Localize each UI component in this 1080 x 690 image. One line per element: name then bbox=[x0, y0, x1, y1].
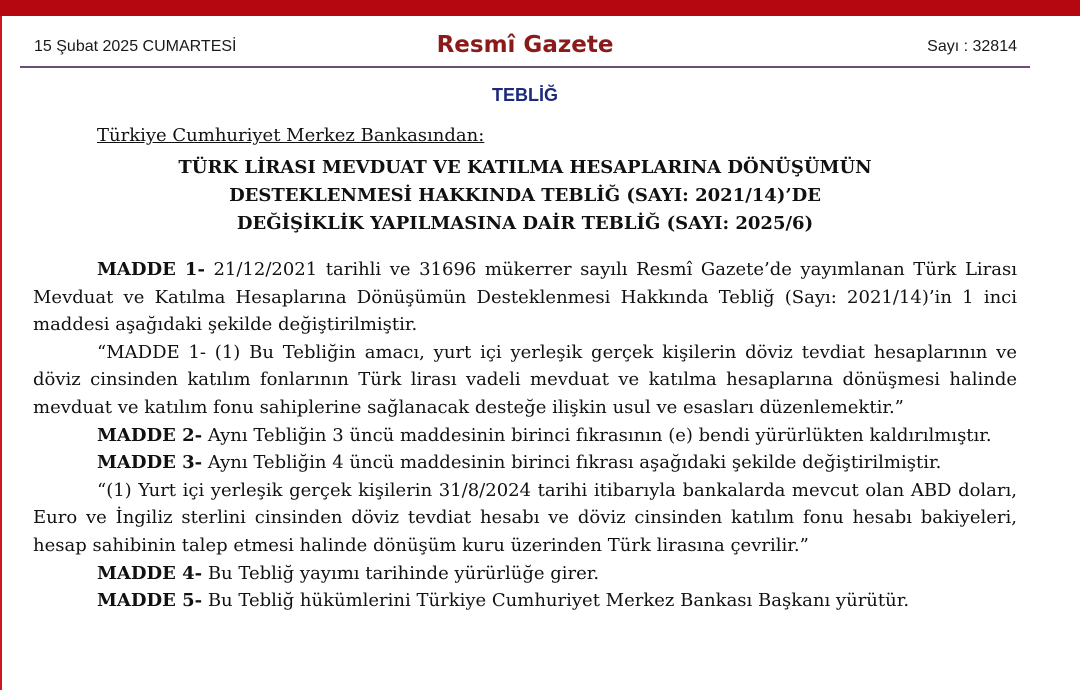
article-label: MADDE 1- bbox=[97, 259, 205, 280]
article-text: “MADDE 1- (1) Bu Tebliğin amacı, yurt içi yerleşik gerçek kişilerin döviz tevdiat hesaplarının ve döviz cinsinden katılım fonlarının Türk lirası vadeli mevduat ve katılma hesaplarına dönüşmesi halinde mevduat ve katılım fonu sahiplerine sağlanacak desteğe ilişkin usul ve esasları düzenlemektir.” bbox=[33, 341, 1017, 418]
article-text: 21/12/2021 tarihli ve 31696 mükerrer sayılı Resmî Gazete’de yayımlanan Türk Lirası Mevduat ve Katılma Hesaplarına Dönüşümün Desteklenmesi Hakkında Tebliğ (Sayı: 2021/14)’in 1 inci maddesi aşağıdaki şekilde değiştirilmiştir. bbox=[33, 259, 1017, 336]
top-red-bar bbox=[0, 0, 1080, 16]
article-paragraph bbox=[33, 587, 1017, 615]
article-text: Aynı Tebliğin 3 üncü maddesinin birinci fıkrasının (e) bendi yürürlükten kaldırılmıştır. bbox=[202, 424, 992, 446]
gazette-header bbox=[20, 30, 1030, 66]
left-red-rule bbox=[0, 16, 2, 690]
issue-date: 15 Şubat 2025 CUMARTESİ bbox=[34, 38, 237, 55]
article-text: “(1) Yurt içi yerleşik gerçek kişilerin 31/8/2024 tarihi itibarıyla bankalarda mevcut olan ABD doları, Euro ve İngiliz sterlini cinsinden döviz tevdiat hesabı ve döviz cinsinden katılım fonu hesabı bakiyeleri, hesap sahibinin talep etmesi halinde dönüşüm kuru üzerinden Türk lirasına çevrilir.” bbox=[33, 479, 1017, 556]
gazette-title: Resmî Gazete bbox=[436, 32, 614, 58]
article-text: Bu Tebliğ hükümlerini Türkiye Cumhuriyet Merkez Bankası Başkanı yürütür. bbox=[202, 590, 910, 612]
act-title-line: DEĞİŞİKLİK YAPILMASINA DAİR TEBLİĞ (SAYI: 2025/6) bbox=[236, 213, 814, 234]
act-title-line: DESTEKLENMESİ HAKKINDA TEBLİĞ (SAYI: 2021/14)’DE bbox=[229, 185, 821, 206]
act-title bbox=[33, 154, 1017, 238]
article-text: Bu Tebliğ yayımı tarihinde yürürlüğe girer. bbox=[202, 562, 600, 584]
article-paragraph bbox=[33, 449, 1017, 477]
article-label: MADDE 3- bbox=[97, 452, 203, 474]
section-heading: TEBLİĞ bbox=[492, 85, 558, 105]
quoted-paragraph bbox=[33, 339, 1017, 422]
issuer-line: Türkiye Cumhuriyet Merkez Bankasından: bbox=[97, 125, 485, 146]
article-paragraph bbox=[33, 256, 1017, 339]
article-label: MADDE 2- bbox=[97, 424, 203, 446]
articles bbox=[33, 256, 1017, 615]
article-label: MADDE 4- bbox=[97, 562, 203, 584]
article-label: MADDE 5- bbox=[97, 590, 203, 612]
article-paragraph bbox=[33, 422, 1017, 450]
header-divider bbox=[20, 66, 1030, 68]
document-body bbox=[33, 120, 1017, 615]
article-text: Aynı Tebliğin 4 üncü maddesinin birinci fıkrası aşağıdaki şekilde değiştirilmiştir. bbox=[202, 452, 942, 474]
quoted-paragraph bbox=[33, 477, 1017, 560]
act-title-line: TÜRK LİRASI MEVDUAT VE KATILMA HESAPLARINA DÖNÜŞÜMÜN bbox=[178, 157, 872, 178]
article-paragraph bbox=[33, 560, 1017, 588]
issue-number: Sayı : 32814 bbox=[927, 38, 1017, 55]
